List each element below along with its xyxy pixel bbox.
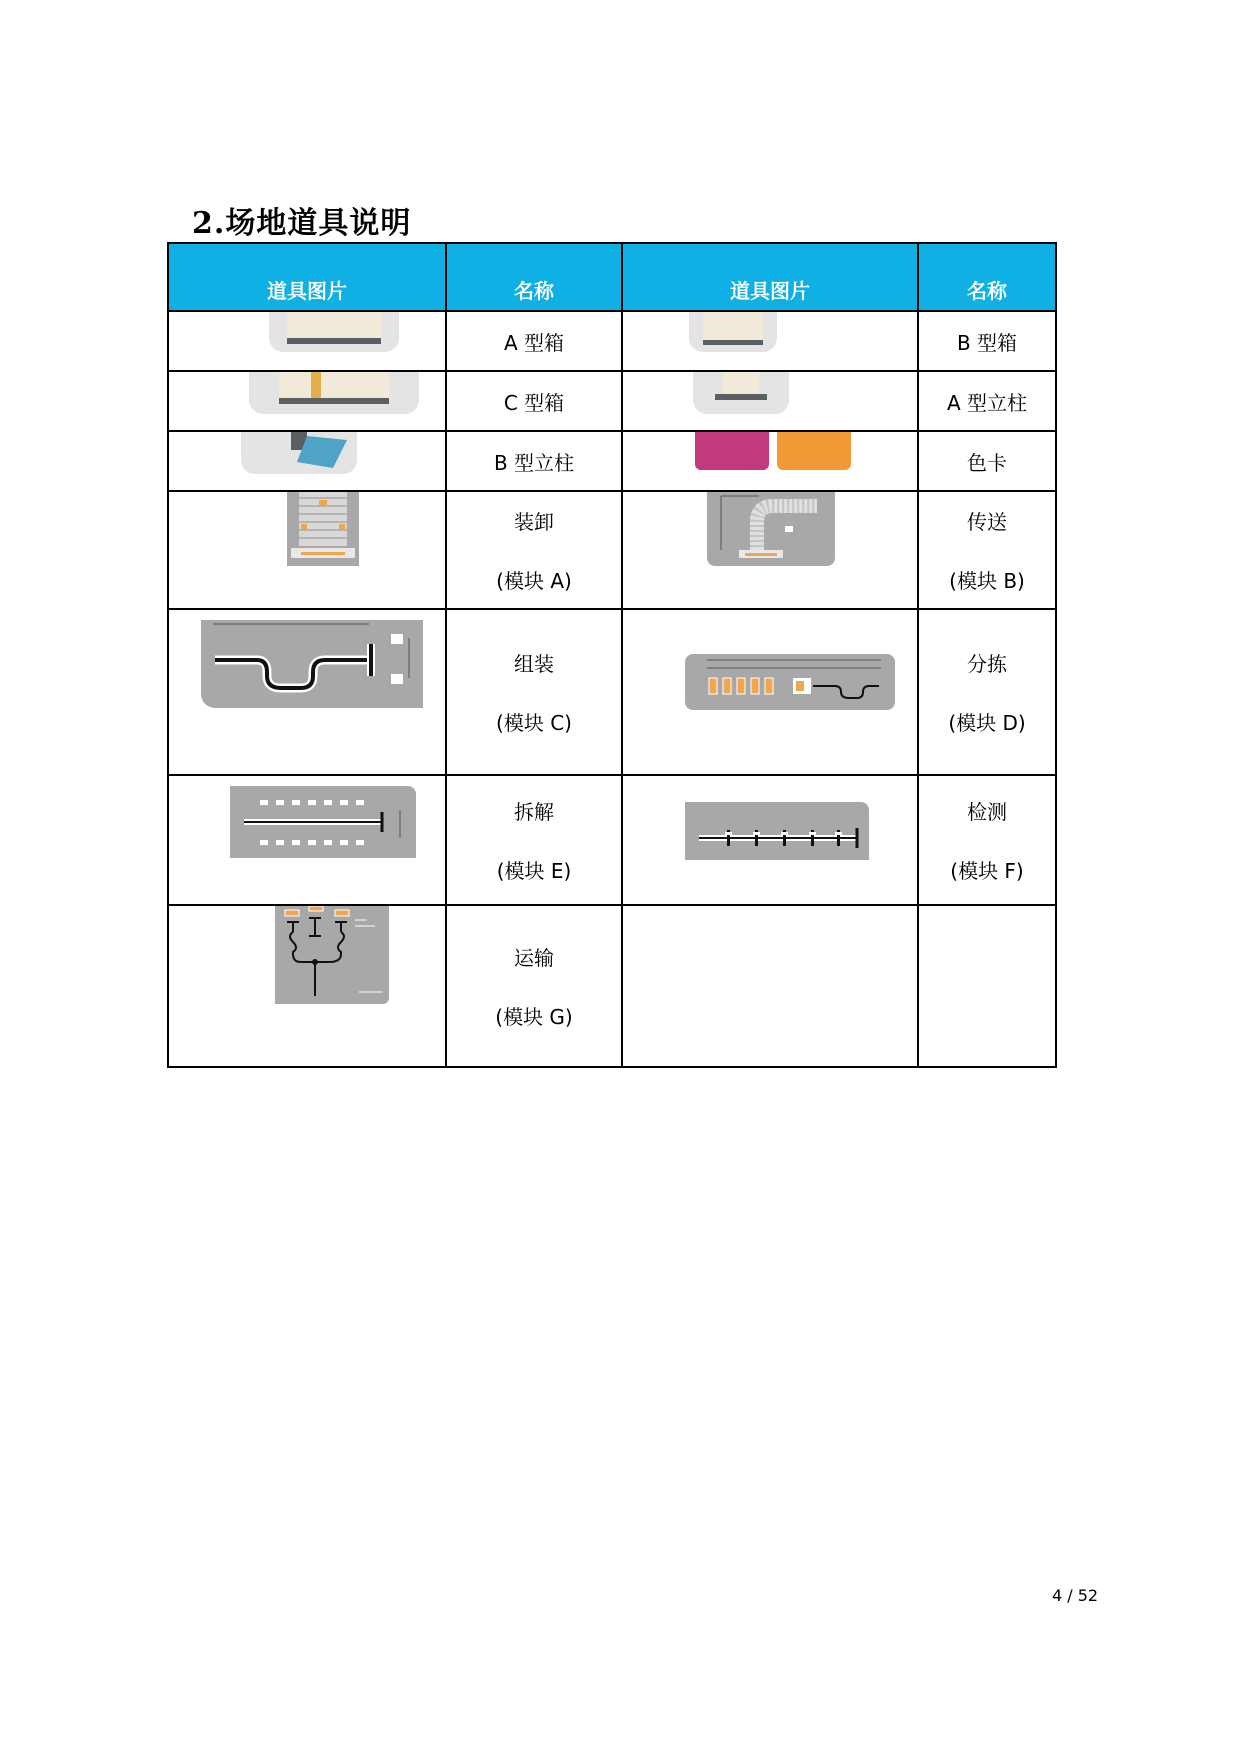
image-cell — [168, 609, 446, 775]
header-image: 道具图片 — [168, 243, 446, 311]
name-cell — [446, 431, 622, 491]
image-cell — [168, 905, 446, 1067]
module-label: (模块 C) — [496, 711, 572, 735]
table-row — [168, 491, 1056, 609]
module-a-map — [287, 492, 359, 566]
module-label: (模块 B) — [949, 569, 1025, 593]
table-row — [168, 775, 1056, 905]
module-d-map — [685, 654, 895, 710]
table-row — [168, 311, 1056, 371]
box-c-photo — [249, 372, 419, 414]
name-cell — [446, 905, 622, 1067]
module-e-map — [230, 786, 416, 858]
name-cell — [918, 609, 1056, 775]
module-label: (模块 D) — [948, 711, 1026, 735]
item-name: C 型箱 — [503, 390, 565, 415]
image-cell — [622, 431, 918, 491]
section-title: 2.场地道具说明 — [192, 206, 412, 241]
props-table — [167, 242, 1057, 1068]
image-cell — [168, 491, 446, 609]
image-cell — [168, 775, 446, 905]
empty-cell — [622, 905, 918, 1067]
name-cell — [918, 371, 1056, 431]
header-name: 名称 — [918, 243, 1056, 311]
item-name: 检测 — [967, 800, 1007, 824]
table-header-row — [168, 243, 1056, 311]
box-b-photo — [689, 312, 777, 352]
header-image: 道具图片 — [622, 243, 918, 311]
item-name: 装卸 — [514, 510, 554, 534]
module-label: (模块 E) — [496, 859, 572, 883]
image-cell — [622, 609, 918, 775]
image-cell — [622, 491, 918, 609]
table-row — [168, 371, 1056, 431]
pillar-b-photo — [241, 432, 357, 474]
name-cell — [918, 491, 1056, 609]
name-cell — [446, 609, 622, 775]
module-label: (模块 A) — [496, 569, 572, 593]
item-name: B 型箱 — [956, 330, 1018, 355]
name-cell — [446, 311, 622, 371]
pillar-a-photo — [693, 372, 789, 414]
name-cell — [918, 431, 1056, 491]
module-b-map — [707, 492, 835, 566]
image-cell — [168, 431, 446, 491]
item-name: A 型立柱 — [946, 390, 1028, 415]
module-label: (模块 F) — [950, 859, 1024, 883]
item-name: 运输 — [514, 946, 554, 970]
image-cell — [168, 311, 446, 371]
module-c-map — [201, 620, 423, 708]
name-cell — [446, 775, 622, 905]
item-name: A 型箱 — [503, 330, 565, 355]
name-cell — [446, 371, 622, 431]
color-card-orange — [777, 432, 851, 470]
name-cell — [918, 775, 1056, 905]
empty-cell — [918, 905, 1056, 1067]
table-row — [168, 905, 1056, 1067]
item-name: B 型立柱 — [493, 450, 575, 475]
item-name: 拆解 — [514, 800, 554, 824]
item-name: 传送 — [967, 510, 1007, 534]
item-name: 组装 — [514, 652, 554, 676]
item-name: 分拣 — [967, 652, 1007, 676]
module-f-map — [685, 802, 869, 860]
image-cell — [622, 775, 918, 905]
color-card-magenta — [695, 432, 769, 470]
module-label: (模块 G) — [495, 1005, 573, 1029]
table-row — [168, 609, 1056, 775]
page-number: 4 / 52 — [1052, 1586, 1099, 1605]
image-cell — [622, 311, 918, 371]
image-cell — [622, 371, 918, 431]
item-name: 色卡 — [967, 450, 1007, 475]
image-cell — [168, 371, 446, 431]
header-name: 名称 — [446, 243, 622, 311]
name-cell — [446, 491, 622, 609]
table-row — [168, 431, 1056, 491]
box-a-photo — [269, 312, 399, 352]
name-cell — [918, 311, 1056, 371]
module-g-map — [275, 906, 389, 1004]
